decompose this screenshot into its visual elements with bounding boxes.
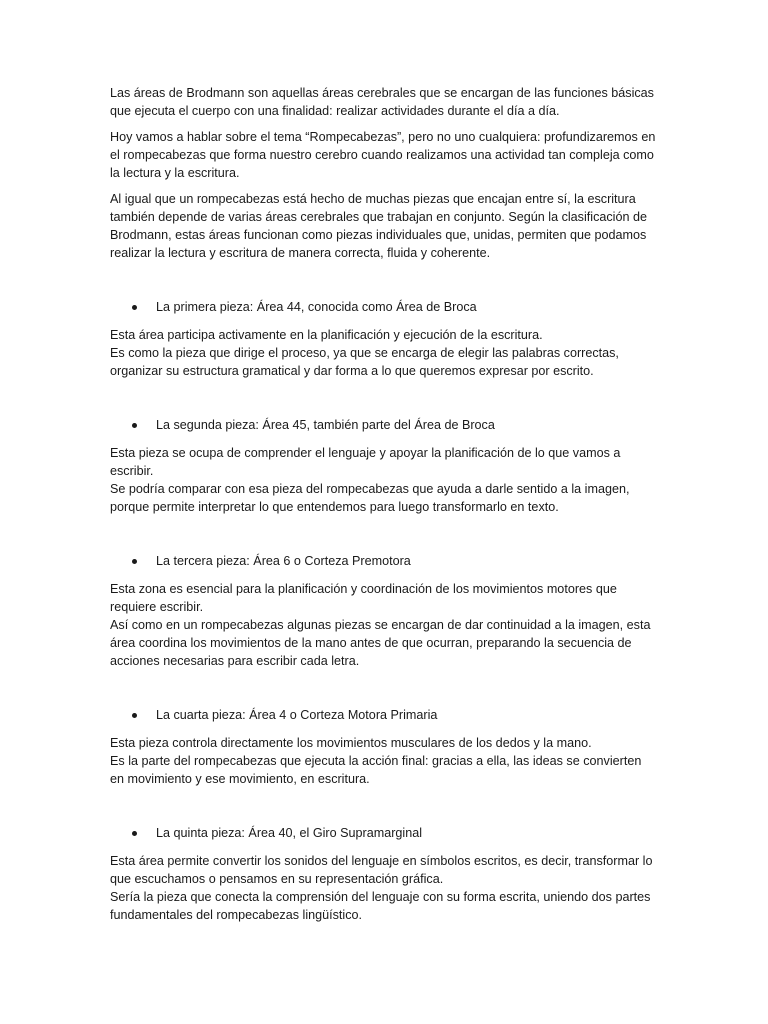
section-heading xyxy=(110,298,658,316)
bullet-icon xyxy=(132,423,137,428)
bullet-icon xyxy=(132,305,137,310)
section-heading xyxy=(110,706,658,724)
section-area-6 xyxy=(110,552,658,670)
bullet-icon xyxy=(132,559,137,564)
section-line: Sería la pieza que conecta la comprensión del lenguaje con su forma escrita, uniendo dos partes fundamentales del rompecabezas lingüístico. xyxy=(110,890,651,922)
bullet-icon xyxy=(132,713,137,718)
section-heading-text: La cuarta pieza: Área 4 o Corteza Motora Primaria xyxy=(156,708,438,722)
section-heading xyxy=(110,552,658,570)
intro-paragraph-3: Al igual que un rompecabezas está hecho de muchas piezas que encajan entre sí, la escritura también depende de varias áreas cerebrales que trabajan en conjunto. Según la clasificación de Brodmann, estas áreas funcionan como piezas individuales que, unidas, permiten que podamos realizar la lectura y escritura de manera correcta, fluida y coherente. xyxy=(110,192,647,260)
section-line: Es la parte del rompecabezas que ejecuta la acción final: gracias a ella, las ideas se convierten en movimiento y ese movimiento, en escritura. xyxy=(110,754,642,786)
section-line: Esta área participa activamente en la planificación y ejecución de la escritura. xyxy=(110,328,543,342)
section-line: Es como la pieza que dirige el proceso, ya que se encarga de elegir las palabras correctas, organizar su estructura gramatical y dar forma a lo que queremos expresar por escrito. xyxy=(110,346,619,378)
section-heading-text: La primera pieza: Área 44, conocida como Área de Broca xyxy=(156,300,477,314)
section-area-44 xyxy=(110,298,658,380)
section-heading xyxy=(110,416,658,434)
intro-paragraph-2: Hoy vamos a hablar sobre el tema “Rompecabezas”, pero no uno cualquiera: profundizaremos en el rompecabezas que forma nuestro cerebro cuando realizamos una actividad tan compleja como la lectura y la escritura. xyxy=(110,130,656,180)
section-line: Esta zona es esencial para la planificación y coordinación de los movimientos motores que requiere escribir. xyxy=(110,582,617,614)
section-area-45 xyxy=(110,416,658,516)
document-page xyxy=(110,84,658,924)
section-heading xyxy=(110,824,658,842)
section-heading-text: La tercera pieza: Área 6 o Corteza Premotora xyxy=(156,554,411,568)
section-heading-text: La quinta pieza: Área 40, el Giro Supramarginal xyxy=(156,826,423,840)
section-heading-text: La segunda pieza: Área 45, también parte del Área de Broca xyxy=(156,418,495,432)
section-line: Esta pieza se ocupa de comprender el lenguaje y apoyar la planificación de lo que vamos a escribir. xyxy=(110,446,621,478)
bullet-icon xyxy=(132,831,137,836)
section-area-4 xyxy=(110,706,658,788)
section-line: Esta pieza controla directamente los movimientos musculares de los dedos y la mano. xyxy=(110,736,592,750)
section-line: Se podría comparar con esa pieza del rompecabezas que ayuda a darle sentido a la imagen, porque permite interpretar lo que entendemos para luego transformarlo en texto. xyxy=(110,482,630,514)
intro-paragraph-1: Las áreas de Brodmann son aquellas áreas cerebrales que se encargan de las funciones básicas que ejecuta el cuerpo con una finalidad: realizar actividades durante el día a día. xyxy=(110,86,654,118)
section-line: Esta área permite convertir los sonidos del lenguaje en símbolos escritos, es decir, transformar lo que escuchamos o pensamos en su representación gráfica. xyxy=(110,854,653,886)
section-area-40 xyxy=(110,824,658,924)
section-line: Así como en un rompecabezas algunas piezas se encargan de dar continuidad a la imagen, esta área coordina los movimientos de la mano antes de que ocurran, preparando la secuencia de acciones necesarias para escribir cada letra. xyxy=(110,618,651,668)
